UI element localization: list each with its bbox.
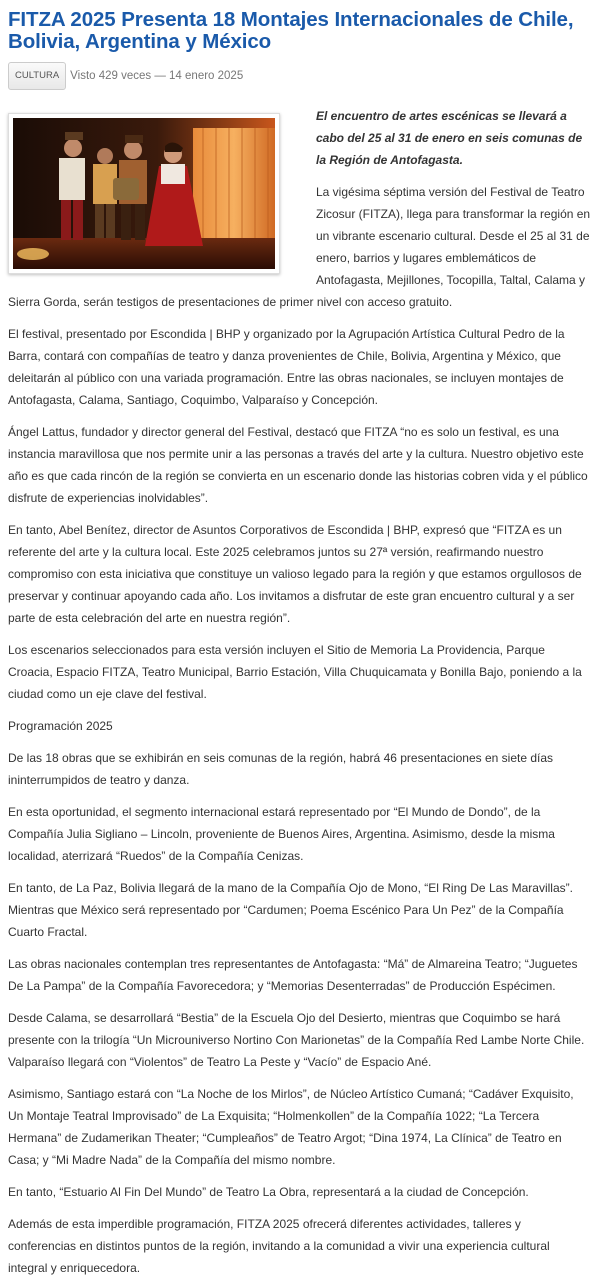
paragraph: Asimismo, Santiago estará con “La Noche de los Mirlos”, de Núcleo Artístico Cumaná; “Cadáver Exquisito, Un Montaje Teatral Improvisado” de La Exquisita; “Holmenkollen” de la Compañía 1022; “La Tercera Hermana” de Zudamerikan Theater; “Cumpleaños” de Teatro Argot; “Dina 1974, La Clínica” de Teatro en Casa; y “Mi Madre Nada” de la Compañía del mismo nombre. (8, 1087, 574, 1167)
article-meta (8, 61, 592, 91)
paragraph: Además de esta imperdible programación, FITZA 2025 ofrecerá diferentes actividades, talleres y conferencias en distintos puntos de la región, invitando a la comunidad a vivir una experiencia cultural integral y enriquecedora. (8, 1217, 550, 1275)
paragraph: Ángel Lattus, fundador y director general del Festival, destacó que FITZA “no es solo un festival, es una instancia maravillosa que nos permite unir a las personas a través del arte y la cultura. Nuestro objetivo este año es que cada rincón de la región se convierta en un escenario donde las historias cobren vida y el público disfrute de experiencias inolvidables”. (8, 425, 588, 505)
section-heading: Programación 2025 (8, 719, 113, 733)
paragraph: De las 18 obras que se exhibirán en seis comunas de la región, habrá 46 presentaciones en siete días ininterrumpidos de teatro y danza. (8, 751, 554, 787)
article-photo (8, 113, 280, 274)
paragraph: La vigésima séptima versión del Festival de Teatro Zicosur (FITZA), llega para transformar la región en un vibrante escenario cultural. Desde el 25 al 31 de enero, barrios y lugares emblemáticos de Antofagasta, Mejillones, Tocopilla, Taltal, Calama y Sierra Gorda, serán testigos de presentaciones de primer nivel con acceso gratuito. (8, 185, 591, 309)
paragraph: En tanto, de La Paz, Bolivia llegará de la mano de la Compañía Ojo de Mono, “El Ring De Las Maravillas”. Mientras que México será representado por “Cardumen; Poema Escénico Para Un Pez” de la Compañía Cuarto Fractal. (8, 881, 573, 939)
views-date: Visto 429 veces — 14 enero 2025 (70, 70, 244, 82)
paragraph: En esta oportunidad, el segmento internacional estará representado por “El Mundo de Dondo”, de la Compañía Julia Sigliano – Lincoln, proveniente de Buenos Aires, Argentina. Asimismo, desde la misma localidad, aterrizará “Ruedos” de la Compañía Cenizas. (8, 805, 555, 863)
article-lead: El encuentro de artes escénicas se llevará a cabo del 25 al 31 de enero en seis comunas de la Región de Antofagasta. (316, 109, 583, 167)
category-badge[interactable]: CULTURA (8, 62, 66, 90)
paragraph: Los escenarios seleccionados para esta versión incluyen el Sitio de Memoria La Providencia, Parque Croacia, Espacio FITZA, Teatro Municipal, Barrio Estación, Villa Chuquicamata y Bonilla Bajo, poniendo a la ciudad como un eje clave del festival. (8, 643, 582, 701)
paragraph: Desde Calama, se desarrollará “Bestia” de la Escuela Ojo del Desierto, mientras que Coquimbo se hará presente con la trilogía “Un Microuniverso Nortino Con Marionetas” de la Compañía Red Lambe Norte Chile. Valparaíso llegará con “Violentos” de Teatro La Peste y “Vacío” de Espacio Ané. (8, 1011, 585, 1069)
paragraph: En tanto, Abel Benítez, director de Asuntos Corporativos de Escondida | BHP, expresó que “FITZA es un referente del arte y la cultura local. Este 2025 celebramos juntos su 27ª versión, reafirmando nuestro compromiso con esta iniciativa que constituye un valioso legado para la región y que estamos orgullosos de preservar y continuar apoyando cada año. Los invitamos a disfrutar de este gran encuentro cultural y a ser parte de esta celebración del arte en nuestra región”. (8, 523, 582, 625)
article-title: FITZA 2025 Presenta 18 Montajes Internacionales de Chile, Bolivia, Argentina y México (8, 8, 574, 53)
paragraph: El festival, presentado por Escondida | BHP y organizado por la Agrupación Artística Cultural Pedro de la Barra, contará con compañías de teatro y danza provenientes de Chile, Bolivia, Argentina y México, que deleitarán al público con una variada programación. Entre las obras nacionales, se incluyen montajes de Antofagasta, Calama, Santiago, Coquimbo, Valparaíso y Concepción. (8, 327, 565, 407)
paragraph: Las obras nacionales contemplan tres representantes de Antofagasta: “Má” de Almareina Teatro; “Juguetes De La Pampa” de la Compañía Favorecedora; y “Memorias Desenterradas” de Producción Espécimen. (8, 957, 578, 993)
paragraph: En tanto, “Estuario Al Fin Del Mundo” de Teatro La Obra, representará a la ciudad de Concepción. (8, 1185, 529, 1199)
theater-photo-image (13, 118, 275, 269)
